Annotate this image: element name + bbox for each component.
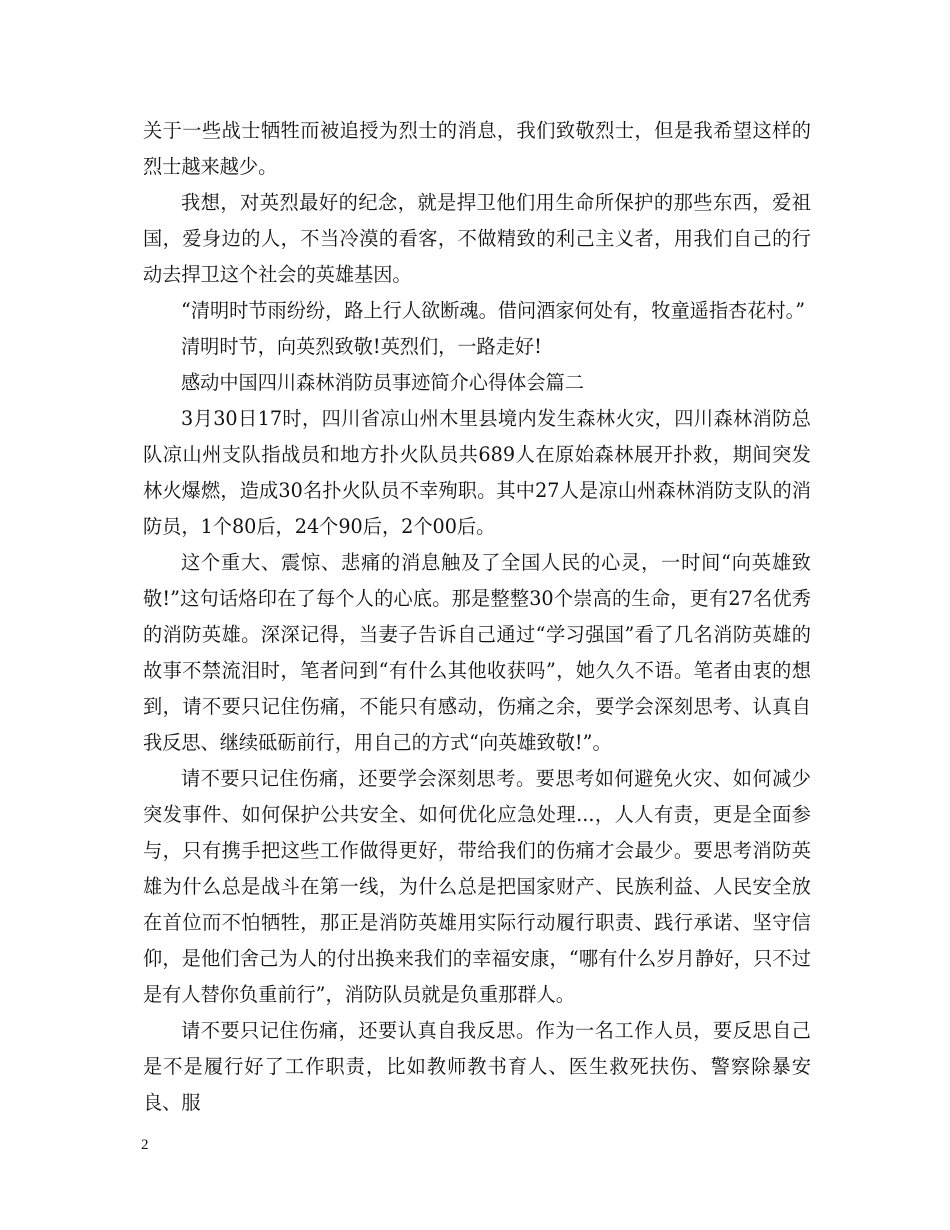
document-body xyxy=(143,113,811,1121)
paragraph: 关于一些战士牺牲而被追授为烈士的消息，我们致敬烈士，但是我希望这样的烈士越来越少。 xyxy=(143,119,811,178)
paragraph: 3月30日17时，四川省凉山州木里县境内发生森林火灾，四川森林消防总队凉山州支队指战员和地方扑火队员共689人在原始森林展开扑救，期间突发林火爆燃，造成30名扑火队员不幸殉职。其中27人是凉山州森林消防支队的消防员，1个80后，24个90后，2个00后。 xyxy=(143,407,811,538)
paragraph: 清明时节，向英烈致敬!英烈们，一路走好! xyxy=(181,335,542,358)
paragraph: 这个重大、震惊、悲痛的消息触及了全国人民的心灵，一时间“向英雄致敬!”这句话烙印在了每个人的心底。那是整整30个崇高的生命，更有27名优秀的消防英雄。深深记得，当妻子告诉自己通过“学习强国”看了几名消防英雄的故事不禁流泪时，笔者问到“有什么其他收获吗”，她久久不语。笔者由衷的想到，请不要只记住伤痛，不能只有感动，伤痛之余，要学会深刻思考、认真自我反思、继续砥砺前行，用自己的方式“向英雄致敬!”。 xyxy=(143,551,811,754)
paragraph-poem-quote: “清明时节雨纷纷，路上行人欲断魂。借问酒家何处有，牧童遥指杏花村。” xyxy=(181,299,806,322)
paragraph: 请不要只记住伤痛，还要认真自我反思。作为一名工作人员，要反思自己是不是履行好了工作职责，比如教师教书育人、医生救死扶伤、警察除暴安良、服 xyxy=(143,1019,811,1114)
section-heading: 感动中国四川森林消防员事迹简介心得体会篇二 xyxy=(181,371,584,394)
page-number: 2 xyxy=(141,1137,149,1153)
paragraph: 请不要只记住伤痛，还要学会深刻思考。要思考如何避免火灾、如何减少突发事件、如何保护公共安全、如何优化应急处理...，人人有责，更是全面参与，只有携手把这些工作做得更好，带给我们的伤痛才会最少。要思考消防英雄为什么总是战斗在第一线，为什么总是把国家财产、民族利益、人民安全放在首位而不怕牺牲，那正是消防英雄用实际行动履行职责、践行承诺、坚守信仰，是他们舍己为人的付出换来我们的幸福安康，“哪有什么岁月静好，只不过是有人替你负重前行”，消防队员就是负重那群人。 xyxy=(143,767,811,1006)
paragraph: 我想，对英烈最好的纪念，就是捍卫他们用生命所保护的那些东西，爱祖国，爱身边的人，不当冷漠的看客，不做精致的利己主义者，用我们自己的行动去捍卫这个社会的英雄基因。 xyxy=(143,191,811,286)
